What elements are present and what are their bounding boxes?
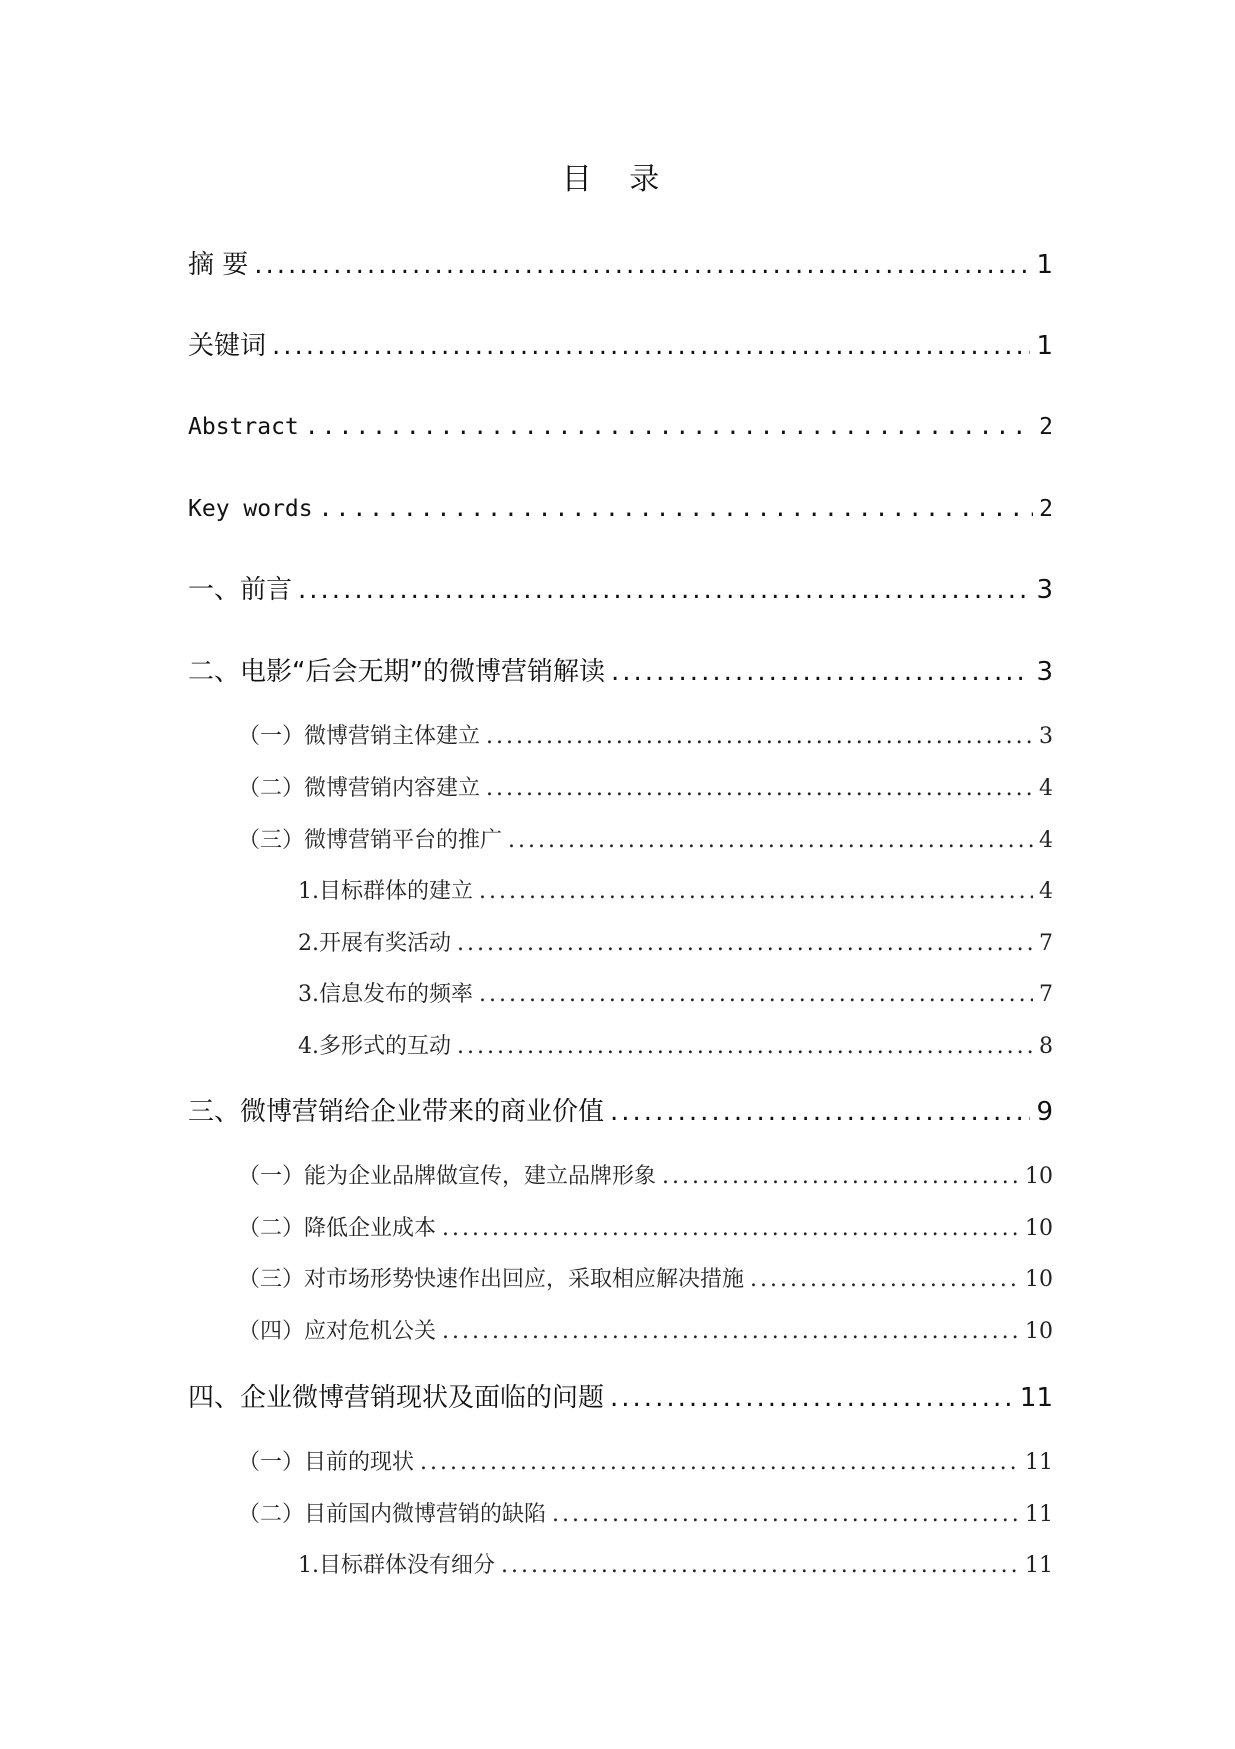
toc-page-number: 4 (1039, 879, 1053, 904)
toc-dot-leader (420, 1448, 1019, 1478)
toc-page-number: 3 (1036, 657, 1053, 687)
toc-entry-label: （三）对市场形势快速作出回应，采取相应解决措施 (238, 1267, 745, 1292)
toc-entry-abstract-cn[interactable] (188, 248, 1053, 282)
toc-entry-4-2-1[interactable] (298, 1551, 1053, 1581)
toc-entry-abstract-en[interactable] (188, 410, 1053, 444)
toc-dot-leader (457, 1032, 1033, 1062)
toc-entry-3-2[interactable] (238, 1214, 1053, 1244)
toc-entry-label: （一）微博营销主体建立 (238, 724, 481, 749)
toc-entry-label: （三）微博营销平台的推广 (238, 828, 503, 853)
toc-entry-label: （一）能为企业品牌做宣传，建立品牌形象 (238, 1164, 657, 1189)
toc-entry-label: 三、微博营销给企业带来的商业价值 (188, 1097, 605, 1127)
toc-entry-label: Abstract (188, 414, 299, 440)
toc-entry-label: 一、前言 (188, 575, 293, 605)
toc-page-number: 11 (1019, 1383, 1053, 1413)
toc-dot-leader (486, 722, 1033, 752)
toc-entry-keywords-cn[interactable] (188, 329, 1053, 363)
toc-entry-3-3[interactable] (238, 1265, 1053, 1295)
toc-dot-leader (254, 248, 1030, 282)
toc-page-number: 4 (1039, 828, 1053, 853)
toc-dot-leader (298, 573, 1030, 607)
toc-entry-4-2[interactable] (238, 1500, 1053, 1530)
toc-dot-leader (552, 1500, 1019, 1530)
toc-entry-2-2[interactable] (238, 774, 1053, 804)
toc-entry-label: （二）目前国内微博营销的缺陷 (238, 1502, 547, 1527)
toc-dot-leader (272, 329, 1030, 363)
toc-entry-label: 摘 要 (188, 250, 249, 280)
toc-entry-label: （四）应对危机公关 (238, 1319, 437, 1344)
toc-page-number: 10 (1025, 1164, 1053, 1189)
toc-page-number: 11 (1025, 1553, 1053, 1578)
toc-dot-leader (662, 1162, 1019, 1192)
toc-entry-2-1[interactable] (238, 722, 1053, 752)
toc-page-number: 7 (1039, 931, 1053, 956)
toc-page-number: 2 (1039, 414, 1053, 440)
toc-entry-label: 3.信息发布的频率 (298, 982, 473, 1007)
toc-dot-leader (610, 1381, 1014, 1415)
toc-page-number: 7 (1039, 982, 1053, 1007)
toc-entry-section-3[interactable] (188, 1095, 1053, 1129)
toc-entry-3-4[interactable] (238, 1317, 1053, 1347)
toc-page-number: 1 (1036, 250, 1053, 280)
toc-page-number: 10 (1025, 1267, 1053, 1292)
toc-dot-leader (610, 1095, 1030, 1129)
toc-entry-label: 二、电影“后会无期”的微博营销解读 (188, 657, 605, 687)
toc-page-number: 8 (1039, 1034, 1053, 1059)
toc-page-number: 10 (1025, 1319, 1053, 1344)
toc-dot-leader (305, 410, 1033, 444)
toc-entry-4-1[interactable] (238, 1448, 1053, 1478)
toc-dot-leader (501, 1551, 1019, 1581)
toc-page-number: 9 (1036, 1097, 1053, 1127)
toc-dot-leader (486, 774, 1033, 804)
toc-entry-label: 4.多形式的互动 (298, 1034, 451, 1059)
toc-entry-section-4[interactable] (188, 1381, 1053, 1415)
toc-entry-label: 1.目标群体的建立 (298, 879, 473, 904)
toc-page-number: 11 (1025, 1450, 1053, 1475)
toc-entry-keywords-en[interactable] (188, 492, 1053, 526)
toc-page-number: 3 (1036, 575, 1053, 605)
page-title: 目 录 (561, 162, 674, 197)
toc-page-number: 10 (1025, 1216, 1053, 1241)
toc-entry-label: （二）降低企业成本 (238, 1216, 437, 1241)
toc-entry-2-3-3[interactable] (298, 980, 1053, 1010)
toc-entry-3-1[interactable] (238, 1162, 1053, 1192)
toc-entry-label: Key words (188, 496, 313, 522)
toc-entry-2-3-2[interactable] (298, 929, 1053, 959)
toc-page-number: 2 (1039, 496, 1053, 522)
toc-entry-section-1[interactable] (188, 573, 1053, 607)
toc-entry-2-3-1[interactable] (298, 877, 1053, 907)
toc-entry-label: 关键词 (188, 331, 267, 361)
toc-entry-2-3-4[interactable] (298, 1032, 1053, 1062)
toc-dot-leader (442, 1214, 1019, 1244)
toc-dot-leader (457, 929, 1033, 959)
toc-page-number: 1 (1036, 331, 1053, 361)
toc-entry-label: （一）目前的现状 (238, 1450, 415, 1475)
toc-entry-label: 1.目标群体没有细分 (298, 1553, 495, 1578)
toc-page-number: 11 (1025, 1502, 1053, 1527)
toc-page-number: 4 (1039, 776, 1053, 801)
toc-entry-label: （二）微博营销内容建立 (238, 776, 481, 801)
toc-entry-label: 2.开展有奖活动 (298, 931, 451, 956)
toc-entry-label: 四、企业微博营销现状及面临的问题 (188, 1383, 605, 1413)
toc-page-number: 3 (1039, 724, 1053, 749)
toc-dot-leader (750, 1265, 1019, 1295)
toc-dot-leader (319, 492, 1034, 526)
toc-dot-leader (442, 1317, 1019, 1347)
toc-dot-leader (479, 980, 1033, 1010)
toc-dot-leader (479, 877, 1033, 907)
toc-entry-section-2[interactable] (188, 655, 1053, 689)
toc-dot-leader (508, 826, 1033, 856)
toc-entry-2-3[interactable] (238, 826, 1053, 856)
toc-dot-leader (611, 655, 1031, 689)
